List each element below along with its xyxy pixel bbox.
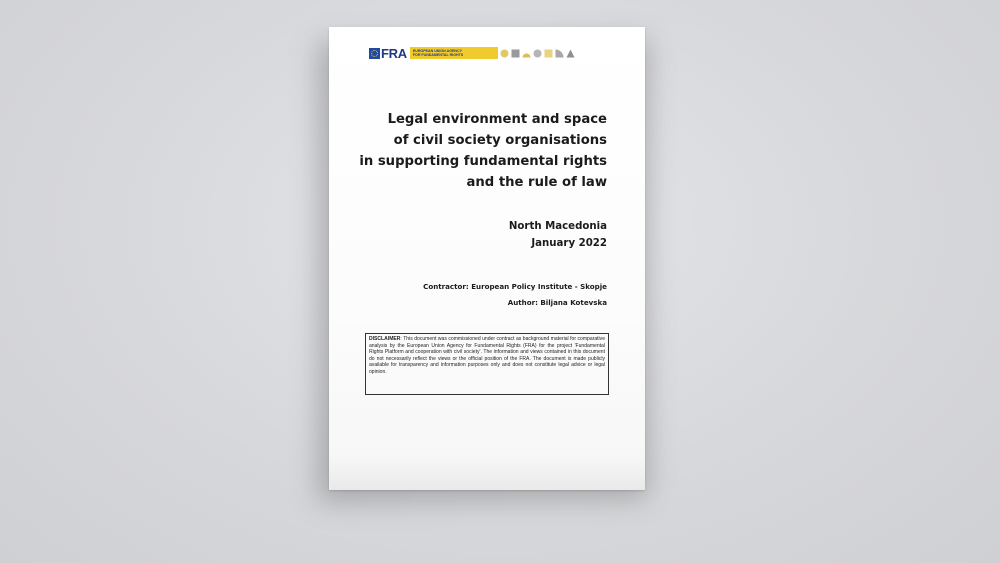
fra-logo <box>369 46 577 60</box>
shape-square-yellow-icon <box>544 49 553 58</box>
shape-circle-grey-icon <box>533 49 542 58</box>
eu-stars-icon <box>371 50 378 57</box>
document-author: Author: Biljana Kotevska <box>507 298 607 307</box>
document-date: January 2022 <box>531 238 607 249</box>
document-contractor: Contractor: European Policy Institute - Skopje <box>423 282 607 291</box>
document-country-date <box>509 218 607 252</box>
shape-square-icon <box>511 49 520 58</box>
agency-name-band <box>410 47 498 59</box>
fra-brand-text: FRA <box>381 45 407 61</box>
disclaimer-box <box>365 333 609 395</box>
shape-quarter-icon <box>555 49 564 58</box>
shape-halfcircle-icon <box>522 49 531 58</box>
disclaimer-label: DISCLAIMER <box>369 336 401 342</box>
agency-line-1: EUROPEAN UNION AGENCY <box>412 49 463 53</box>
disclaimer-text: : This document was commissioned under contract as background material for comparative analysis by the European Union Agency for Fundamental Rights (FRA) for the project 'Fundamental Rights Platform and cooperation with civil society'. The information and views contained in this document do not necessarily reflect the views or the official position of the FRA. The document is made publicly available for transparency and information purposes only and does not constitute legal advice or legal opinion. <box>369 336 605 375</box>
document-credits <box>423 279 607 311</box>
document-page <box>329 27 645 490</box>
document-title: Legal environment and space of civil society organisations in supporting fundamental rights and the rule of law <box>359 112 607 190</box>
shape-triangle-icon <box>566 49 575 58</box>
decorative-shapes <box>500 47 577 59</box>
agency-line-2: FOR FUNDAMENTAL RIGHTS <box>412 53 464 57</box>
document-country: North Macedonia <box>508 221 607 232</box>
shape-circle-icon <box>500 49 509 58</box>
eu-flag-icon <box>369 48 380 59</box>
